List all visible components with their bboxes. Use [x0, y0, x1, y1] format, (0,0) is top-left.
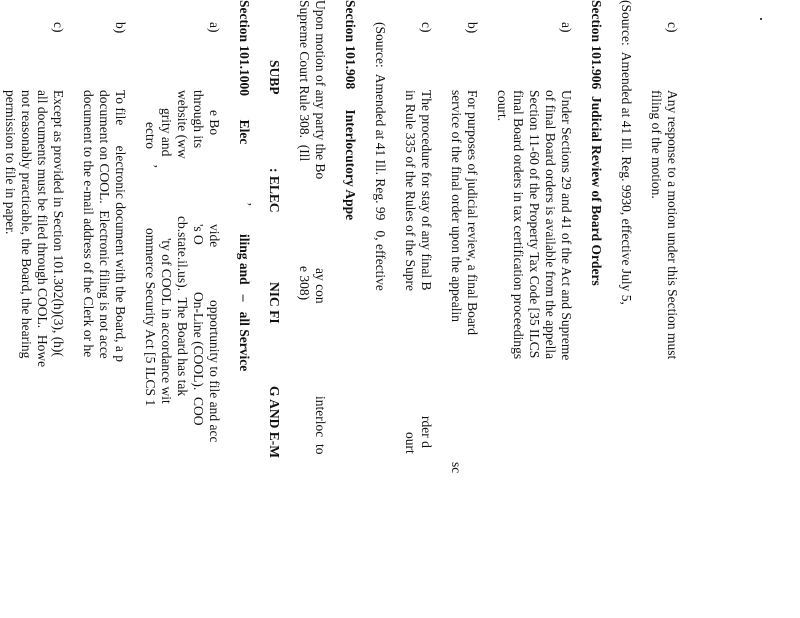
text-line: G AND E-M	[267, 386, 282, 458]
text-line: document to the e-mail address of the Clerk or he	[81, 90, 96, 358]
text-line: filing of the motion.	[649, 90, 664, 199]
text-line: To file electronic document with the Board, a p	[113, 90, 128, 362]
text-line: ectro	[143, 122, 158, 149]
text-line: SUBP	[267, 60, 282, 95]
text-line: c)	[51, 22, 66, 33]
text-line: ay con	[313, 268, 328, 304]
text-line: b)	[113, 22, 128, 34]
text-line: a)	[559, 22, 574, 33]
text-line: ’	[239, 202, 254, 207]
text-line: Section 101.908 Interlocutory Appe	[343, 0, 358, 221]
text-line: c)	[419, 22, 434, 33]
text-line: grity and	[159, 108, 174, 157]
text-line: ’	[145, 164, 160, 169]
text-line: The procedure for stay of any final B	[419, 90, 434, 291]
text-line: through its	[191, 90, 206, 149]
text-line: On-Line (COOL). COO	[191, 292, 206, 426]
text-line: Supreme Court Rule 308. (Ill	[297, 0, 312, 162]
text-line: a)	[207, 22, 222, 33]
text-line: Section 101.1000 Elec	[237, 0, 252, 145]
text-line: all documents must be filed through COOL. Howe	[35, 90, 50, 368]
text-line: opportunity to file and acc	[207, 300, 222, 443]
text-line: final Board orders in tax certification proceedings	[511, 90, 526, 360]
text-line: website (ww	[175, 90, 190, 159]
text-line: NIC FI	[267, 282, 282, 324]
text-line: ourt	[403, 432, 418, 454]
text-line: interloc to	[313, 396, 328, 455]
text-line: Upon motion of any party the Bo	[313, 0, 328, 180]
text-line: e 308)	[297, 266, 312, 301]
text-line: e Bo	[207, 110, 222, 136]
text-line: not reasonably practicable, the Board, the hearing	[19, 90, 34, 359]
text-line: 's O	[191, 224, 206, 245]
text-line: service of the final order upon the appealin	[449, 90, 464, 323]
text-line: Except as provided in Section 101.302(h)(3), (h)(	[51, 90, 66, 357]
text-line: Section 11-60 of the Property Tax Code [35 ILCS	[527, 90, 542, 359]
text-line: vide	[207, 224, 222, 248]
text-line: Under Sections 29 and 41 of the Act and Supreme	[559, 90, 574, 361]
text-line: : ELEC	[267, 168, 282, 213]
text-line: (Source: Amended at 41 Ill. Reg. 99 0, effective	[373, 22, 388, 291]
text-line: court.	[495, 90, 510, 122]
text-line: 'ty of COOL in accordance wit	[159, 238, 174, 404]
text-line: in Rule 335 of the Rules of the Supre	[403, 90, 418, 291]
text-line: iling and – all Service	[237, 234, 252, 372]
text-line: (Source: Amended at 41 Ill. Reg. 9930, effective July 5,	[619, 0, 634, 305]
text-line: Any response to a motion under this Section must	[665, 90, 680, 360]
text-line: ommerce Security Act [5 ILCS 1	[143, 228, 158, 407]
text-line: document on COOL. Electronic filing is not acce	[97, 90, 112, 359]
text-line: b)	[465, 22, 480, 34]
text-line: c)	[665, 22, 680, 33]
text-line: rder d	[419, 416, 434, 448]
text-line: Section 101.906 Judicial Review of Board Orders	[589, 0, 604, 286]
scan-speck	[760, 18, 762, 20]
text-line: cb.state.il.us). The Board has tak	[175, 216, 190, 397]
text-line: For purposes of judicial review, a final Board	[465, 90, 480, 336]
text-line: sc	[449, 462, 464, 474]
text-line: permission to file in paper.	[3, 90, 18, 235]
text-line: of final Board orders is available from the appella	[543, 90, 558, 360]
